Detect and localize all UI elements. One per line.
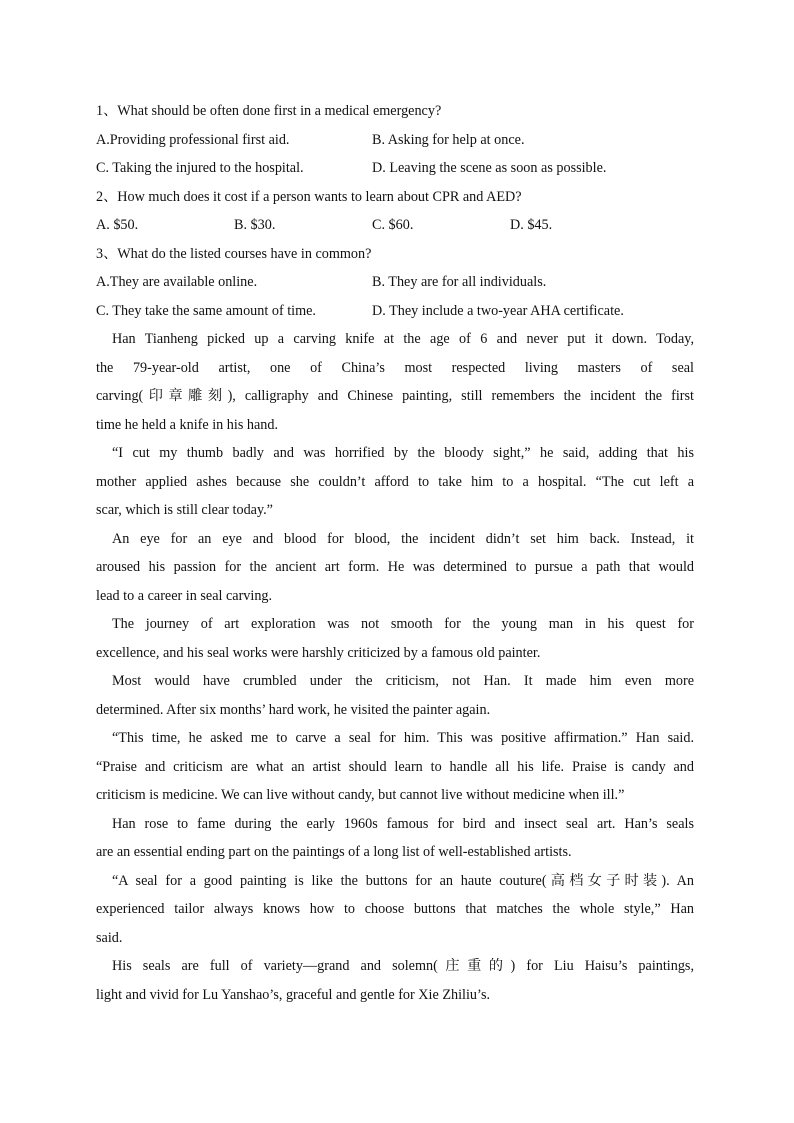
passage-paragraph-7 (96, 810, 694, 867)
passage-line: are an essential ending part on the paintings of a long list of well-established artists. (96, 844, 572, 860)
option-d: D. Leaving the scene as soon as possible. (372, 160, 607, 176)
passage-line: carving(印章雕刻), calligraphy and Chinese painting, still remembers the incident the first (96, 388, 694, 404)
passage-paragraph-3 (96, 525, 694, 611)
passage-line: Han Tianheng picked up a carving knife at the age of 6 and never put it down. Today, (112, 331, 694, 347)
passage-paragraph-1 (96, 325, 694, 439)
question-stem: 2、How much does it cost if a person wants to learn about CPR and AED? (96, 188, 522, 205)
passage-paragraph-9 (96, 952, 694, 1009)
passage-paragraph-5 (96, 667, 694, 724)
passage-line: “This time, he asked me to carve a seal for him. This was positive affirmation.” Han said. (112, 730, 694, 746)
passage-line: mother applied ashes because she couldn’t afford to take him to a hospital. “The cut left a (96, 473, 694, 490)
option-d: D. $45. (510, 217, 553, 233)
passage-line: determined. After six months’ hard work, he visited the painter again. (96, 701, 491, 718)
question-2 (96, 183, 694, 240)
question-1 (96, 97, 694, 183)
passage-line: criticism is medicine. We can live without candy, but cannot live without medicine when ill.” (96, 787, 625, 803)
option-c: C. Taking the injured to the hospital. (96, 160, 304, 176)
passage-line: An eye for an eye and blood for blood, the incident didn’t set him back. Instead, it (112, 530, 694, 547)
passage-line: scar, which is still clear today.” (96, 502, 273, 518)
passage-line: time he held a knife in his hand. (96, 416, 279, 433)
option-d: D. They include a two-year AHA certificate. (372, 302, 624, 319)
question-stem: 1、What should be often done first in a medical emergency? (96, 103, 442, 119)
question-stem: 3、What do the listed courses have in common? (96, 245, 372, 262)
passage-line: excellence, and his seal works were harshly criticized by a famous old painter. (96, 644, 541, 661)
passage-line: His seals are full of variety—grand and solemn(庄重的) for Liu Haisu’s paintings, (112, 958, 694, 974)
passage-line: the 79-year-old artist, one of China’s most respected living masters of seal (96, 359, 694, 376)
option-row (96, 268, 694, 297)
passage-line: said. (96, 929, 123, 946)
passage-line: aroused his passion for the ancient art form. He was determined to pursue a path that would (96, 559, 694, 575)
passage-paragraph-2 (96, 439, 694, 525)
option-row (96, 126, 694, 155)
option-a: A. $50. (96, 217, 139, 233)
passage-line: “Praise and criticism are what an artist should learn to handle all his life. Praise is candy and (96, 758, 694, 775)
option-a: A.They are available online. (96, 274, 258, 290)
passage-paragraph-6 (96, 724, 694, 810)
option-row (96, 154, 694, 183)
passage-line: The journey of art exploration was not smooth for the young man in his quest for (112, 616, 694, 632)
passage-line: light and vivid for Lu Yanshao’s, graceful and gentle for Xie Zhiliu’s. (96, 986, 491, 1003)
question-3 (96, 240, 694, 326)
option-row (96, 211, 694, 240)
passage-line: lead to a career in seal carving. (96, 587, 273, 604)
reading-passage (96, 325, 694, 1009)
option-row (96, 297, 694, 326)
option-c: C. They take the same amount of time. (96, 302, 316, 319)
passage-line: Han rose to fame during the early 1960s famous for bird and insect seal art. Han’s seals (112, 815, 694, 832)
option-b: B. They are for all individuals. (372, 274, 547, 290)
passage-line: Most would have crumbled under the criticism, not Han. It made him even more (112, 673, 694, 689)
passage-paragraph-4 (96, 610, 694, 667)
passage-line: experienced tailor always knows how to choose buttons that matches the whole style,” Han (96, 901, 694, 917)
option-c: C. $60. (372, 217, 414, 233)
option-a: A.Providing professional first aid. (96, 131, 290, 148)
passage-line: “I cut my thumb badly and was horrified by the bloody sight,” he said, adding that his (112, 445, 694, 461)
passage-line: “A seal for a good painting is like the buttons for an haute couture(高档女子时装). An (112, 872, 694, 889)
option-b: B. Asking for help at once. (372, 131, 525, 148)
passage-paragraph-8 (96, 867, 694, 953)
option-b: B. $30. (234, 217, 276, 233)
